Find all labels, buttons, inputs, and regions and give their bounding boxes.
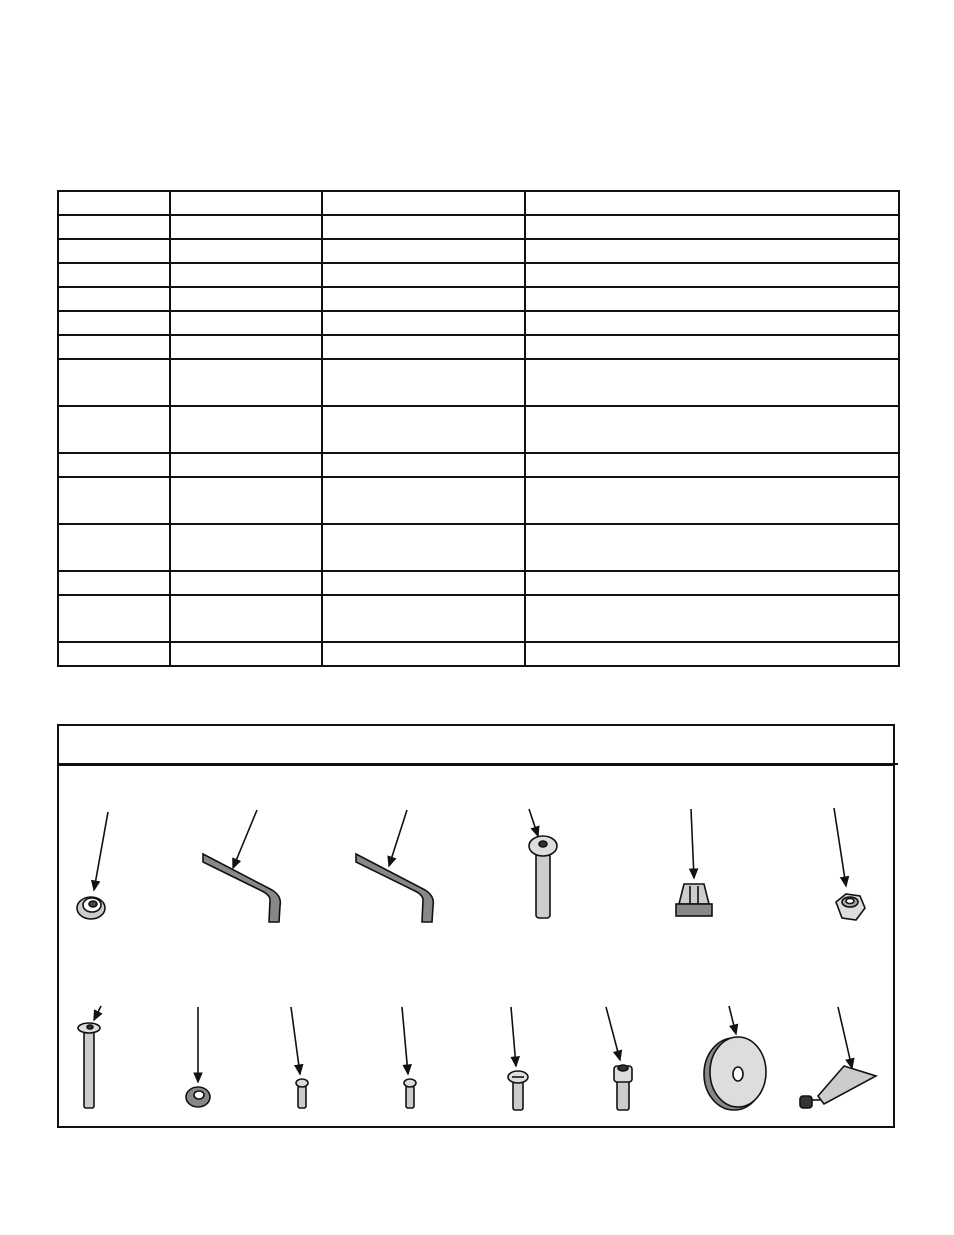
- short-allen-wrench-icon: [356, 810, 433, 922]
- nylon-lock-nut-icon: [834, 808, 865, 920]
- square-plastic-insert-icon: [676, 809, 712, 916]
- large-disc-washer-icon: [704, 1006, 766, 1110]
- long-bolt-icon: [78, 1006, 101, 1108]
- flanged-washer-icon: [77, 812, 108, 919]
- small-washer-icon: [186, 1007, 210, 1107]
- socket-cap-bolt-icon: [606, 1007, 632, 1110]
- long-allen-wrench-icon: [203, 810, 280, 922]
- pan-head-screw-icon: [508, 1007, 528, 1110]
- button-head-bolt-icon: [529, 809, 557, 918]
- short-screw-icon: [291, 1007, 308, 1108]
- grease-tube-icon: [800, 1007, 876, 1108]
- short-screw-icon: [402, 1007, 416, 1108]
